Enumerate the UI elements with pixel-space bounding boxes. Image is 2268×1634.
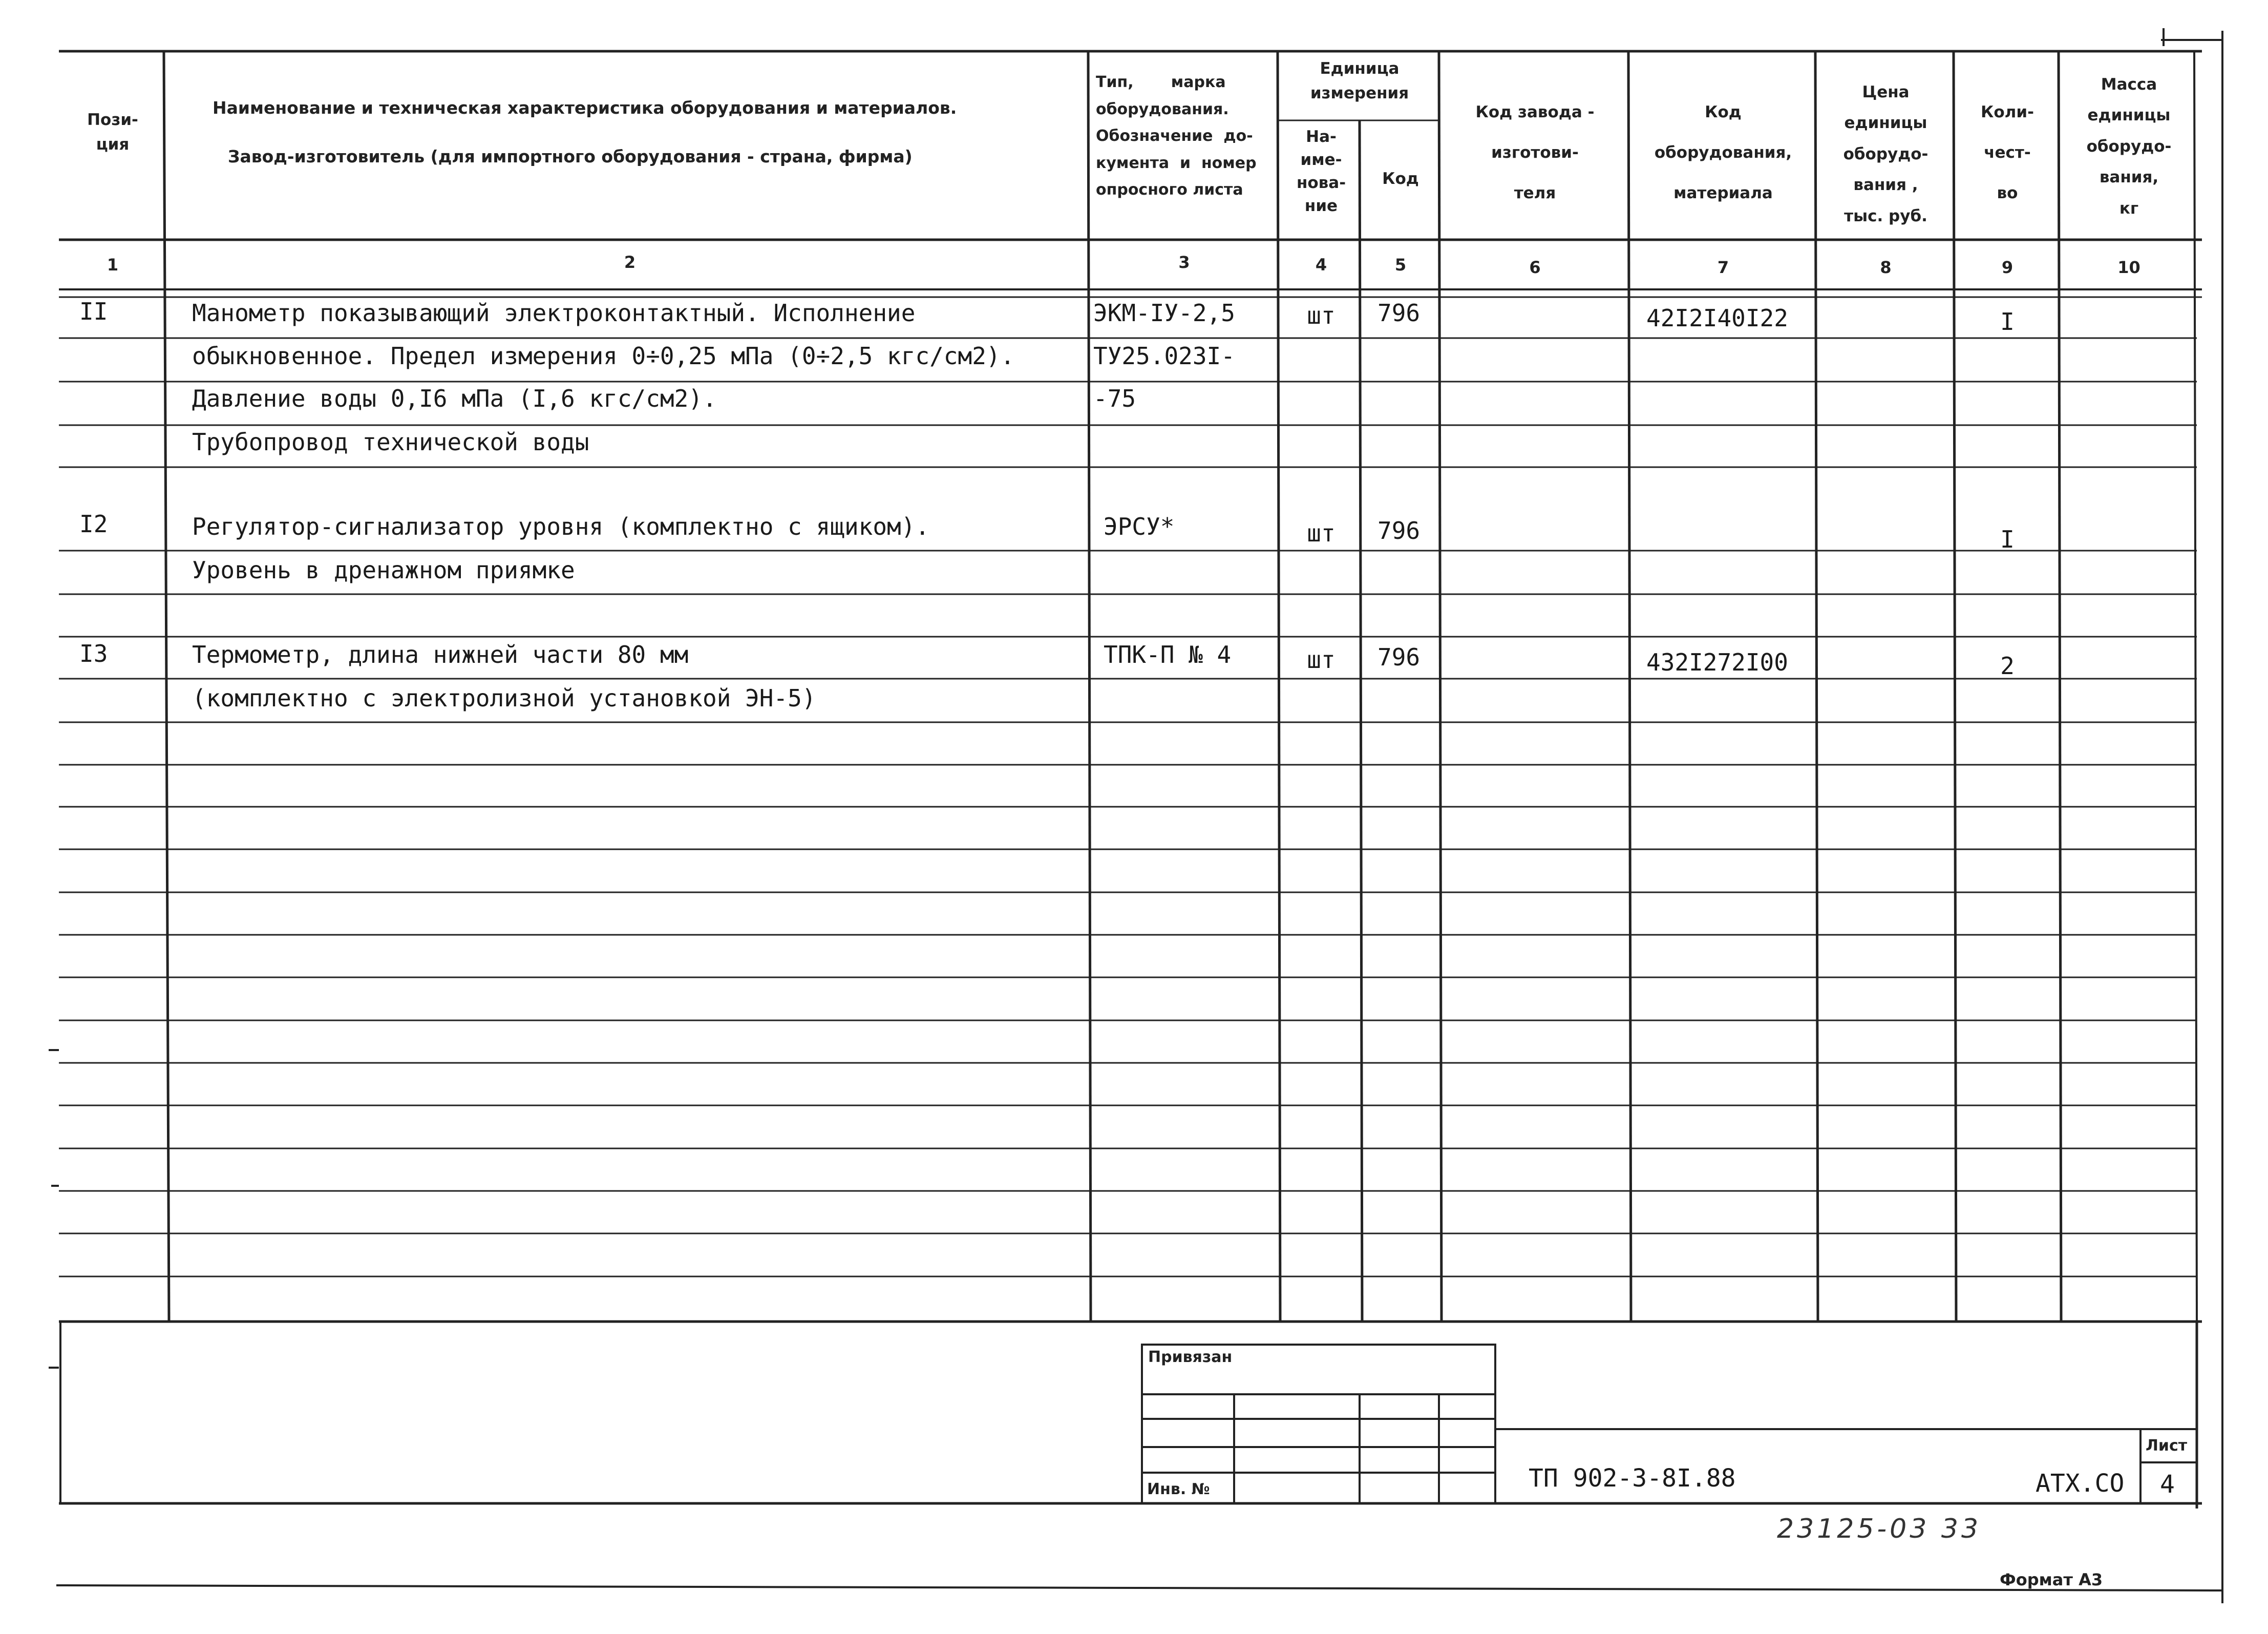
row-type: ТУ25.023I- [1093,342,1235,370]
header-mass: Масса единицы оборудо- вания, кг [2086,75,2172,218]
colnum-7: 7 [1717,258,1729,277]
document-code: ТП 902-3-8I.88 [1529,1464,1736,1493]
row-type: -75 [1093,385,1136,412]
row-name: Трубопровод технической воды [192,428,589,456]
row-equipment-code: 432I272I00 [1646,648,1788,676]
header-quantity: Коли- чест- во [1981,103,2034,203]
colnum-8: 8 [1880,258,1892,277]
section-code: АТХ.СО [2036,1469,2125,1498]
row-type: ТПК-П № 4 [1104,641,1232,668]
row-position: II [79,298,108,325]
header-name-line2: Завод-изготовитель (для импортного оборудования - страна, фирма) [228,146,913,166]
row-name: Манометр показывающий электроконтактный. Исполнение [192,299,916,327]
handwritten-archive-number: 23125-03 33 [1777,1514,1982,1544]
row-name: Регулятор-сигнализатор уровня (комплектно с ящиком). [192,513,930,540]
colnum-3: 3 [1178,253,1190,272]
row-unit-code: 796 [1377,643,1421,671]
header-name-line1: Наименование и техническая характеристика оборудования и материалов. [213,98,957,118]
row-unit: шт [1307,302,1336,329]
sheet-label: Лист [2146,1437,2188,1455]
row-quantity: I [2000,308,2015,336]
colnum-6: 6 [1529,258,1541,277]
colnum-9: 9 [2001,258,2013,277]
format-label: Формат А3 [2000,1570,2103,1589]
stamp-inventory-label: Инв. № [1147,1480,1210,1498]
row-equipment-code: 42I2I40I22 [1646,304,1788,332]
row-unit-code: 796 [1377,517,1421,544]
stamp-bound-label: Привязан [1148,1348,1233,1366]
row-name: обыкновенное. Предел измерения 0÷0,25 мПа (0÷2,5 кгс/см2). [192,342,1015,370]
row-type: ЭРСУ* [1104,513,1175,540]
header-unit-code: Код [1382,170,1419,188]
colnum-1: 1 [107,255,119,275]
row-name: Давление воды 0,I6 мПа (I,6 кгс/см2). [192,385,717,412]
header-position: Пози- ция [87,111,138,154]
colnum-5: 5 [1394,255,1407,275]
colnum-2: 2 [624,253,636,272]
header-type: Тип, марка оборудования. Обозначение до- кумента и номер опросного листа [1096,73,1257,199]
row-unit: шт [1307,646,1336,674]
row-type: ЭКМ-IУ-2,5 [1093,299,1235,327]
row-name: (комплектно с электролизной установкой ЭН-5) [192,684,816,712]
header-factory-code: Код завода - изготови- теля [1475,103,1595,203]
sheet-number: 4 [2160,1470,2175,1499]
row-position: I2 [79,510,108,538]
row-name: Термометр, длина нижней части 80 мм [192,641,689,668]
row-quantity: 2 [2000,652,2015,680]
header-unit-name: На- име- нова- ние [1296,128,1346,215]
header-unit-group: Единица измерения [1310,59,1409,103]
header-equipment-code: Код оборудования, материала [1654,103,1792,203]
header-price: Цена единицы оборудо- вания , тыс. руб. [1843,83,1928,225]
row-position: I3 [79,640,108,667]
row-name: Уровень в дренажном приямке [192,556,575,584]
row-quantity: I [2000,526,2015,553]
colnum-10: 10 [2117,258,2140,277]
row-unit: шт [1307,519,1336,547]
colnum-4: 4 [1315,255,1327,275]
row-unit-code: 796 [1377,299,1421,327]
